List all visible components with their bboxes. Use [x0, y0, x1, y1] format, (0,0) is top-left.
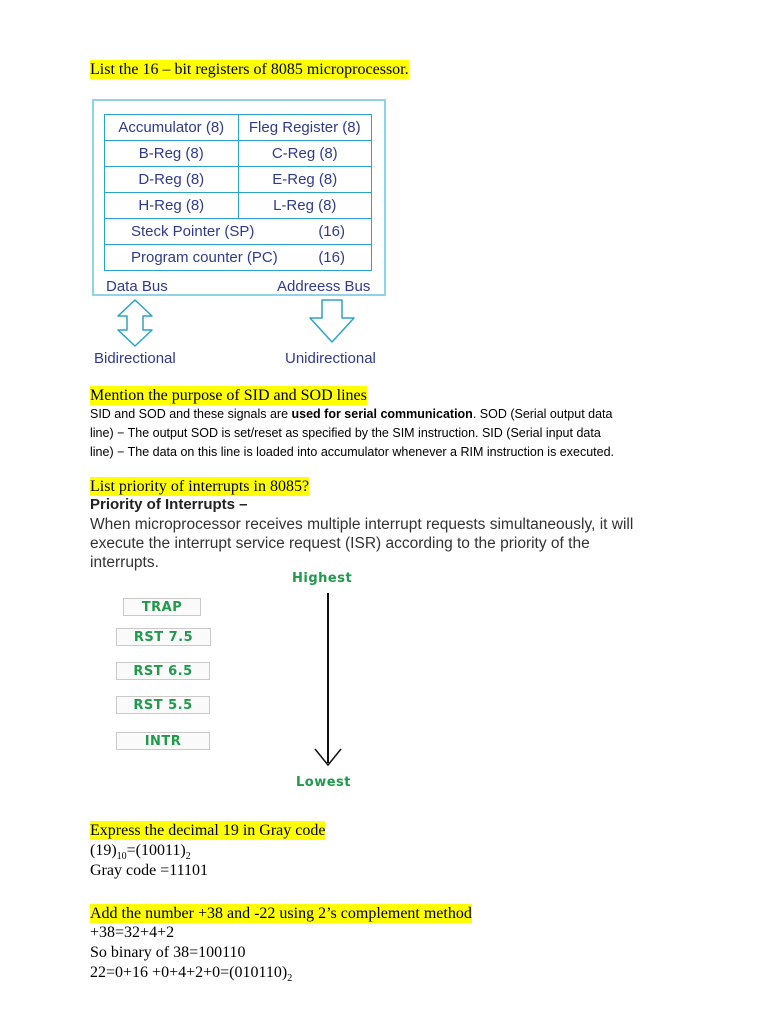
register-cell: B-Reg (8): [105, 141, 239, 166]
unidirectional-arrow-icon: [306, 298, 358, 344]
register-row-pc: [105, 245, 371, 270]
lowest-label: Lowest: [296, 775, 351, 790]
paragraph-line: execute the interrupt service request (ISR) according to the priority of the: [90, 535, 590, 552]
bidirectional-arrow-icon: [110, 298, 160, 348]
answer-line: line) − The output SOD is set/reset as specified by the SIM instruction. SID (Serial input data: [90, 426, 601, 440]
register-cell: Accumulator (8): [105, 115, 239, 140]
stack-pointer-label: Steck Pointer (SP): [131, 223, 255, 240]
register-cell: D-Reg (8): [105, 167, 239, 192]
interrupt-rst-7-5: RST 7.5: [116, 628, 211, 646]
interrupt-rst-5-5: RST 5.5: [116, 696, 210, 714]
base-subscript: 2: [185, 851, 191, 863]
register-cell: Fleg Register (8): [248, 119, 361, 136]
answer-text: SID and SOD and these signals are: [90, 407, 292, 421]
program-counter-cell: [105, 245, 371, 270]
conversion-text: =(10011): [126, 842, 186, 859]
data-bus-label: Data Bus: [106, 278, 168, 295]
register-row: [105, 193, 371, 219]
register-row: [105, 141, 371, 167]
paragraph-line: interrupts.: [90, 554, 159, 571]
register-row: [105, 167, 371, 193]
highest-label: Highest: [292, 571, 353, 586]
conversion-text: (19): [90, 842, 117, 859]
paragraph-line: When microprocessor receives multiple interrupt requests simultaneously, it will: [90, 516, 634, 533]
question-interrupt-priority: List priority of interrupts in 8085?: [90, 478, 310, 495]
base-subscript: 10: [116, 851, 127, 863]
program-counter-size: (16): [318, 249, 345, 266]
question-twos-complement: Add the number +38 and -22 using 2’s complement method: [90, 905, 472, 922]
register-cell: L-Reg (8): [273, 197, 337, 214]
register-cell: E-Reg (8): [272, 171, 338, 188]
register-cell: C-Reg (8): [271, 145, 338, 162]
interrupt-rst-6-5: RST 6.5: [116, 662, 210, 680]
program-counter-label: Program counter (PC): [131, 249, 278, 266]
question-sid-sod: Mention the purpose of SID and SOD lines: [90, 387, 367, 404]
sid-sod-answer: [90, 405, 614, 462]
unidirectional-label: Unidirectional: [285, 350, 376, 367]
bidirectional-label: Bidirectional: [94, 350, 176, 367]
twos-line-3: [90, 963, 292, 989]
question-gray-code: Express the decimal 19 in Gray code: [90, 822, 326, 839]
base-subscript: 2: [287, 973, 293, 985]
register-row-sp: [105, 219, 371, 245]
twos-line-2: So binary of 38=100110: [90, 944, 246, 961]
interrupt-intr: INTR: [116, 732, 210, 750]
answer-line: [90, 405, 614, 424]
answer-line: line) − The data on this line is loaded into accumulator whenever a RIM instruction is executed.: [90, 445, 615, 459]
priority-heading: Priority of Interrupts –: [90, 496, 248, 513]
twos-text: 22=0+16 +0+4+2+0=(010110): [90, 964, 288, 981]
register-table: [104, 114, 372, 271]
priority-paragraph: [90, 515, 633, 572]
stack-pointer-cell: [105, 219, 371, 244]
address-bus-label: Addreess Bus: [277, 278, 371, 295]
twos-line-1: +38=32+4+2: [90, 924, 175, 941]
question-registers: List the 16 – bit registers of 8085 microprocessor.: [90, 61, 409, 78]
answer-text: . SOD (Serial output data: [472, 407, 613, 421]
answer-bold-text: used for serial communication: [291, 407, 473, 421]
register-row: [105, 115, 371, 141]
stack-pointer-size: (16): [318, 223, 345, 240]
gray-code-result: Gray code =11101: [90, 862, 209, 879]
interrupt-trap: TRAP: [123, 598, 201, 616]
register-cell: H-Reg (8): [105, 193, 239, 218]
priority-arrow-icon: [310, 591, 346, 771]
